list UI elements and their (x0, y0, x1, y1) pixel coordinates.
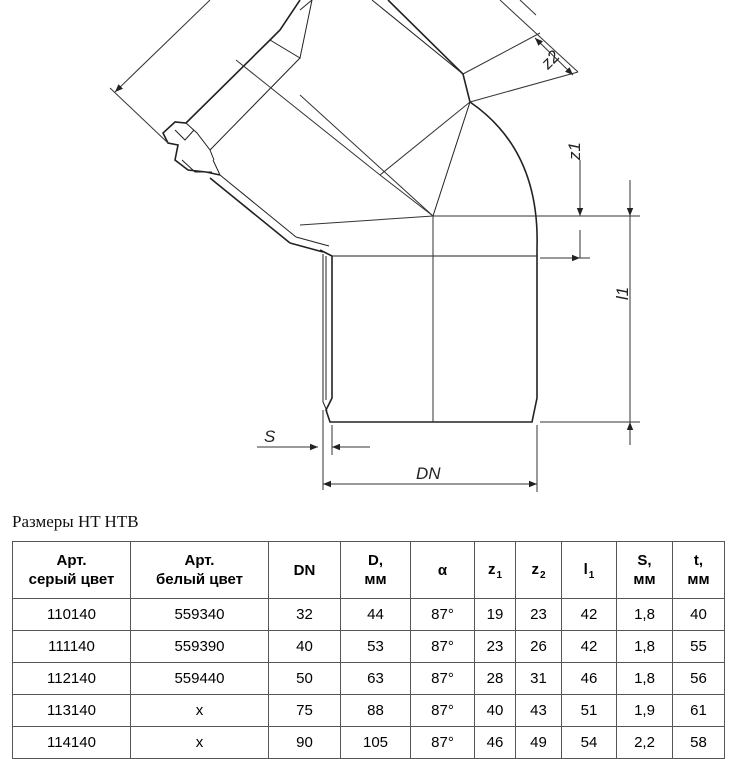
table-cell: 49 (516, 727, 562, 759)
column-header-unit: серый цвет (28, 571, 115, 588)
table-cell: 1,8 (617, 663, 673, 695)
table-row (13, 599, 725, 631)
column-header-label: z (531, 560, 539, 578)
table-row (13, 727, 725, 759)
column-header-label: l (583, 560, 588, 578)
dim-top-diagonal (110, 0, 578, 143)
table-cell: 51 (562, 695, 617, 727)
table-cell: 2,2 (617, 727, 673, 759)
column-header-label: z (487, 560, 496, 578)
table-cell: 559440 (131, 663, 269, 695)
table-cell: 114140 (13, 727, 131, 759)
table-cell: 559340 (131, 599, 269, 631)
label-l1: l1 (613, 286, 632, 300)
column-header-unit: белый цвет (155, 571, 244, 588)
table-cell: 40 (269, 631, 341, 663)
column-header-label: D, (367, 552, 383, 569)
table-cell: 46 (475, 727, 516, 759)
column-header-label: Арт. (184, 552, 215, 569)
table-cell: 58 (673, 727, 725, 759)
table-cell: 88 (341, 695, 411, 727)
column-header-label: α (437, 561, 448, 579)
column-header (562, 542, 617, 599)
table-cell: 63 (341, 663, 411, 695)
table-cell: 56 (673, 663, 725, 695)
table-cell: 110140 (13, 599, 131, 631)
table-cell: x (131, 727, 269, 759)
table-cell: 559390 (131, 631, 269, 663)
section-lines (236, 60, 470, 422)
table-cell: 50 (269, 663, 341, 695)
column-header-unit: мм (633, 571, 656, 588)
label-dn: DN (416, 464, 441, 483)
table-cell: 112140 (13, 663, 131, 695)
dim-z1 (433, 160, 590, 258)
table-cell: 32 (269, 599, 341, 631)
table-cell: 1,8 (617, 631, 673, 663)
table-cell: 26 (516, 631, 562, 663)
column-header (411, 542, 475, 599)
column-header (13, 542, 131, 599)
table-cell: 42 (562, 631, 617, 663)
table-cell: 90 (269, 727, 341, 759)
table-cell: 87° (411, 599, 475, 631)
table-cell: 105 (341, 727, 411, 759)
column-header-subscript: 1 (496, 569, 503, 581)
table-cell: 28 (475, 663, 516, 695)
table-cell: 44 (341, 599, 411, 631)
table-cell: 87° (411, 727, 475, 759)
table-cell: 61 (673, 695, 725, 727)
table-cell: 23 (475, 631, 516, 663)
column-header (131, 542, 269, 599)
table-caption: Размеры HT HTB (12, 512, 139, 531)
pipe-upper-body (163, 0, 537, 252)
table-cell: x (131, 695, 269, 727)
table-cell: 75 (269, 695, 341, 727)
table-cell: 46 (562, 663, 617, 695)
table-cell: 19 (475, 599, 516, 631)
table-cell: 87° (411, 663, 475, 695)
dim-l1 (540, 180, 640, 445)
table-row (13, 631, 725, 663)
column-header-unit: мм (364, 571, 387, 588)
column-header (269, 542, 341, 599)
table-cell: 53 (341, 631, 411, 663)
table-cell: 40 (673, 599, 725, 631)
table-cell: 1,8 (617, 599, 673, 631)
table-cell: 55 (673, 631, 725, 663)
label-z1: z1 (565, 142, 584, 160)
table-cell: 87° (411, 631, 475, 663)
table-row (13, 663, 725, 695)
table-cell: 1,9 (617, 695, 673, 727)
table-cell: 87° (411, 695, 475, 727)
column-header-label: DN (293, 561, 316, 579)
column-header (475, 542, 516, 599)
column-header (673, 542, 725, 599)
dimensions-table (12, 541, 725, 759)
table-cell: 40 (475, 695, 516, 727)
column-header-unit: мм (687, 571, 710, 588)
column-header-subscript: 2 (539, 569, 546, 581)
table-cell: 42 (562, 599, 617, 631)
column-header (516, 542, 562, 599)
label-s: S (264, 427, 276, 446)
column-header (617, 542, 673, 599)
column-header (341, 542, 411, 599)
label-z2: z2 (537, 46, 564, 73)
column-header-label: t, (693, 552, 704, 569)
table-cell: 111140 (13, 631, 131, 663)
table-cell: 43 (516, 695, 562, 727)
table-cell: 113140 (13, 695, 131, 727)
column-header-label: S, (637, 552, 652, 569)
column-header-label: Арт. (56, 552, 87, 569)
column-header-subscript: 1 (588, 569, 595, 581)
table-header-row (13, 542, 725, 599)
table-body (13, 599, 725, 759)
table-cell: 23 (516, 599, 562, 631)
pipe-lower-body (320, 248, 537, 422)
table-cell: 54 (562, 727, 617, 759)
table-cell: 31 (516, 663, 562, 695)
table-row (13, 695, 725, 727)
